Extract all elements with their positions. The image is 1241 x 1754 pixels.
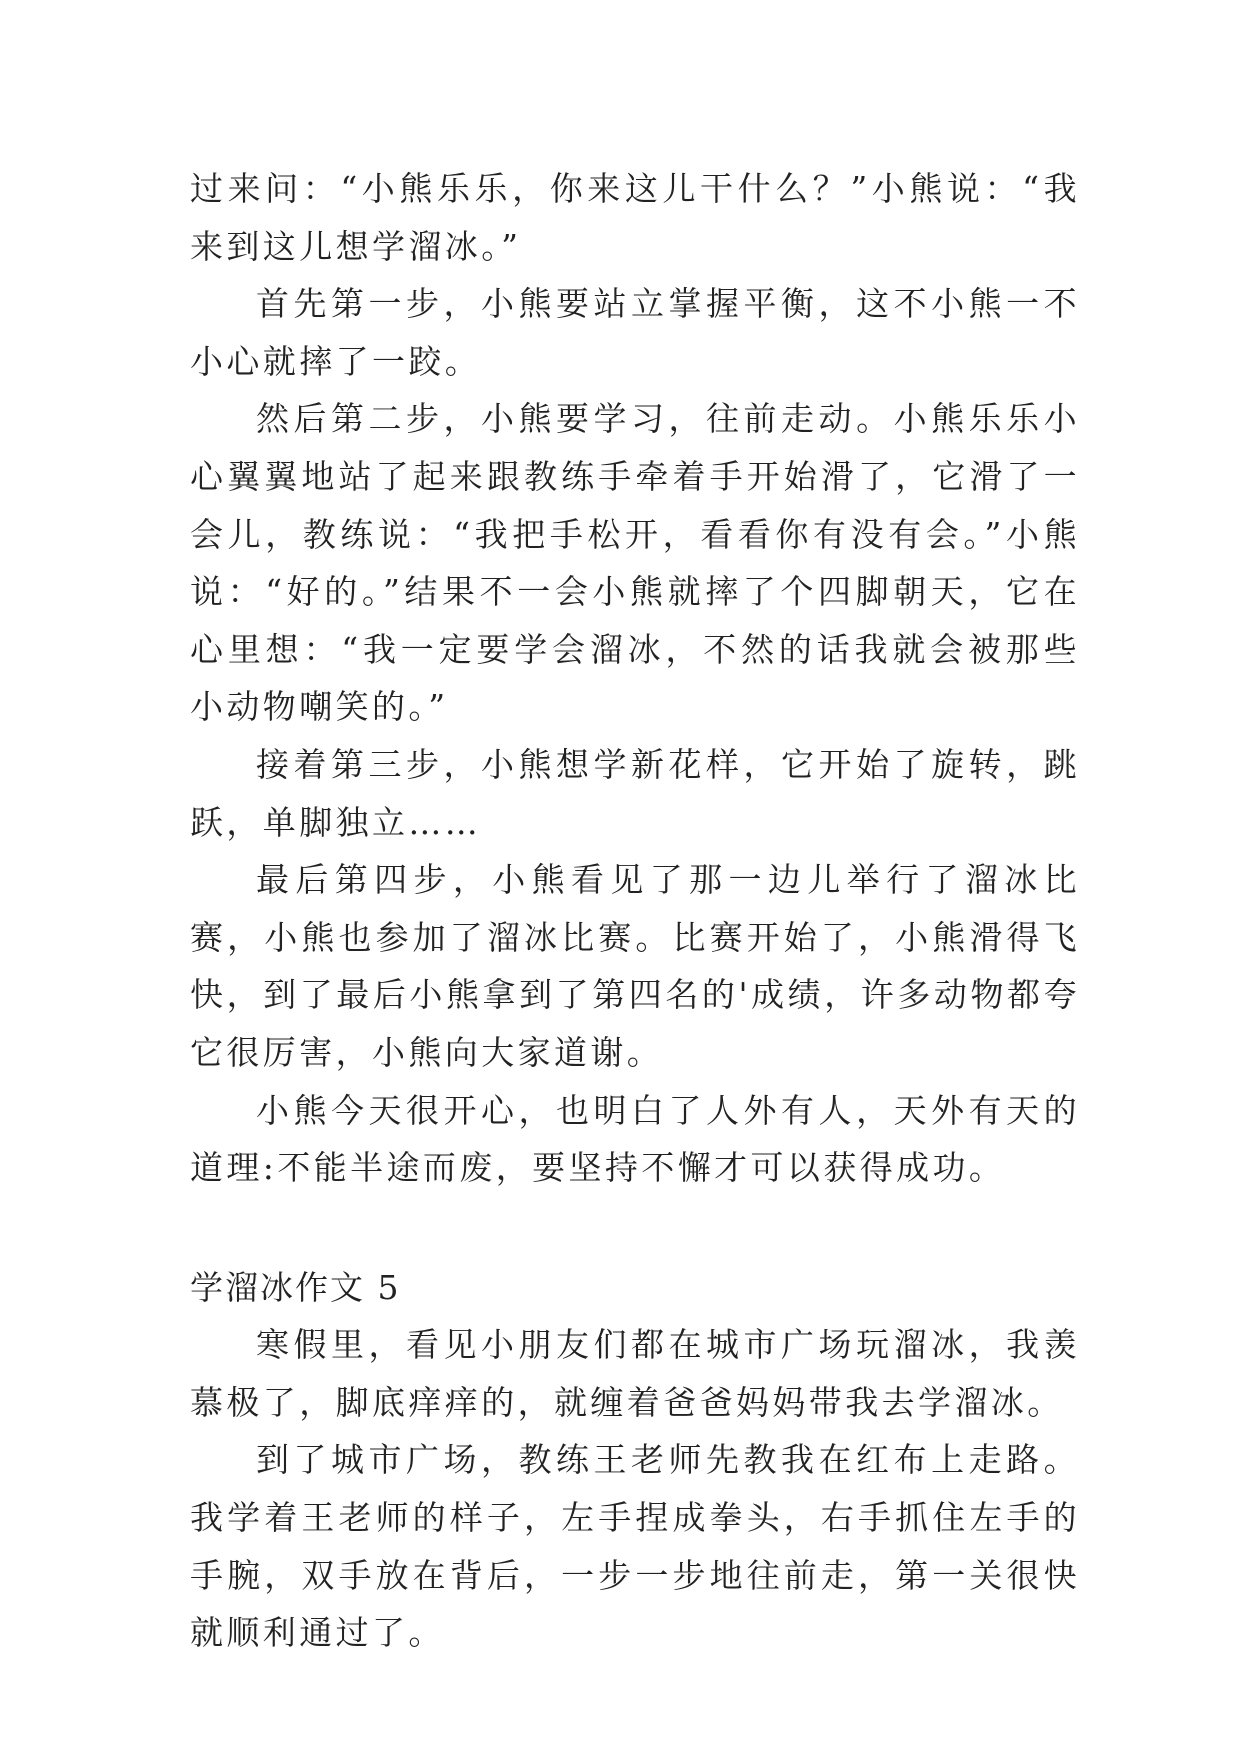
paragraph-8: 到了城市广场，教练王老师先教我在红布上走路。我学着王老师的样子，左手捏成拳头，右手抓住左手的手腕，双手放在背后，一步一步地往前走，第一关很快就顺利通过了。 bbox=[190, 1440, 1080, 1653]
paragraph-7: 寒假里，看见小朋友们都在城市广场玩溜冰，我羡慕极了，脚底痒痒的，就缠着爸爸妈妈带我去学溜冰。 bbox=[190, 1325, 1080, 1422]
paragraph-1: 过来问：“小熊乐乐，你来这儿干什么？”小熊说：“我来到这儿想学溜冰。” bbox=[190, 169, 1080, 266]
paragraph-2: 首先第一步，小熊要站立掌握平衡，这不小熊一不小心就摔了一跤。 bbox=[190, 284, 1080, 381]
paragraph-4: 接着第三步，小熊想学新花样，它开始了旋转，跳跃，单脚独立…… bbox=[190, 744, 1080, 842]
document-body bbox=[190, 160, 1080, 1662]
section-heading: 学溜冰作文 5 bbox=[190, 1267, 401, 1307]
paragraph-5: 最后第四步，小熊看见了那一边儿举行了溜冰比赛，小熊也参加了溜冰比赛。比赛开始了，小熊滑得飞快，到了最后小熊拿到了第四名的'成绩，许多动物都夸它很厉害，小熊向大家道谢。 bbox=[190, 860, 1080, 1072]
paragraph-3: 然后第二步，小熊要学习，往前走动。小熊乐乐小心翼翼地站了起来跟教练手牵着手开始滑了，它滑了一会儿，教练说：“我把手松开，看看你有没有会。”小熊说：“好的。”结果不一会小熊就摔了个四脚朝天，它在心里想：“我一定要学会溜冰，不然的话我就会被那些小动物嘲笑的。” bbox=[190, 399, 1080, 727]
paragraph-6: 小熊今天很开心，也明白了人外有人，天外有天的道理:不能半途而废，要坚持不懈才可以获得成功。 bbox=[190, 1090, 1080, 1188]
